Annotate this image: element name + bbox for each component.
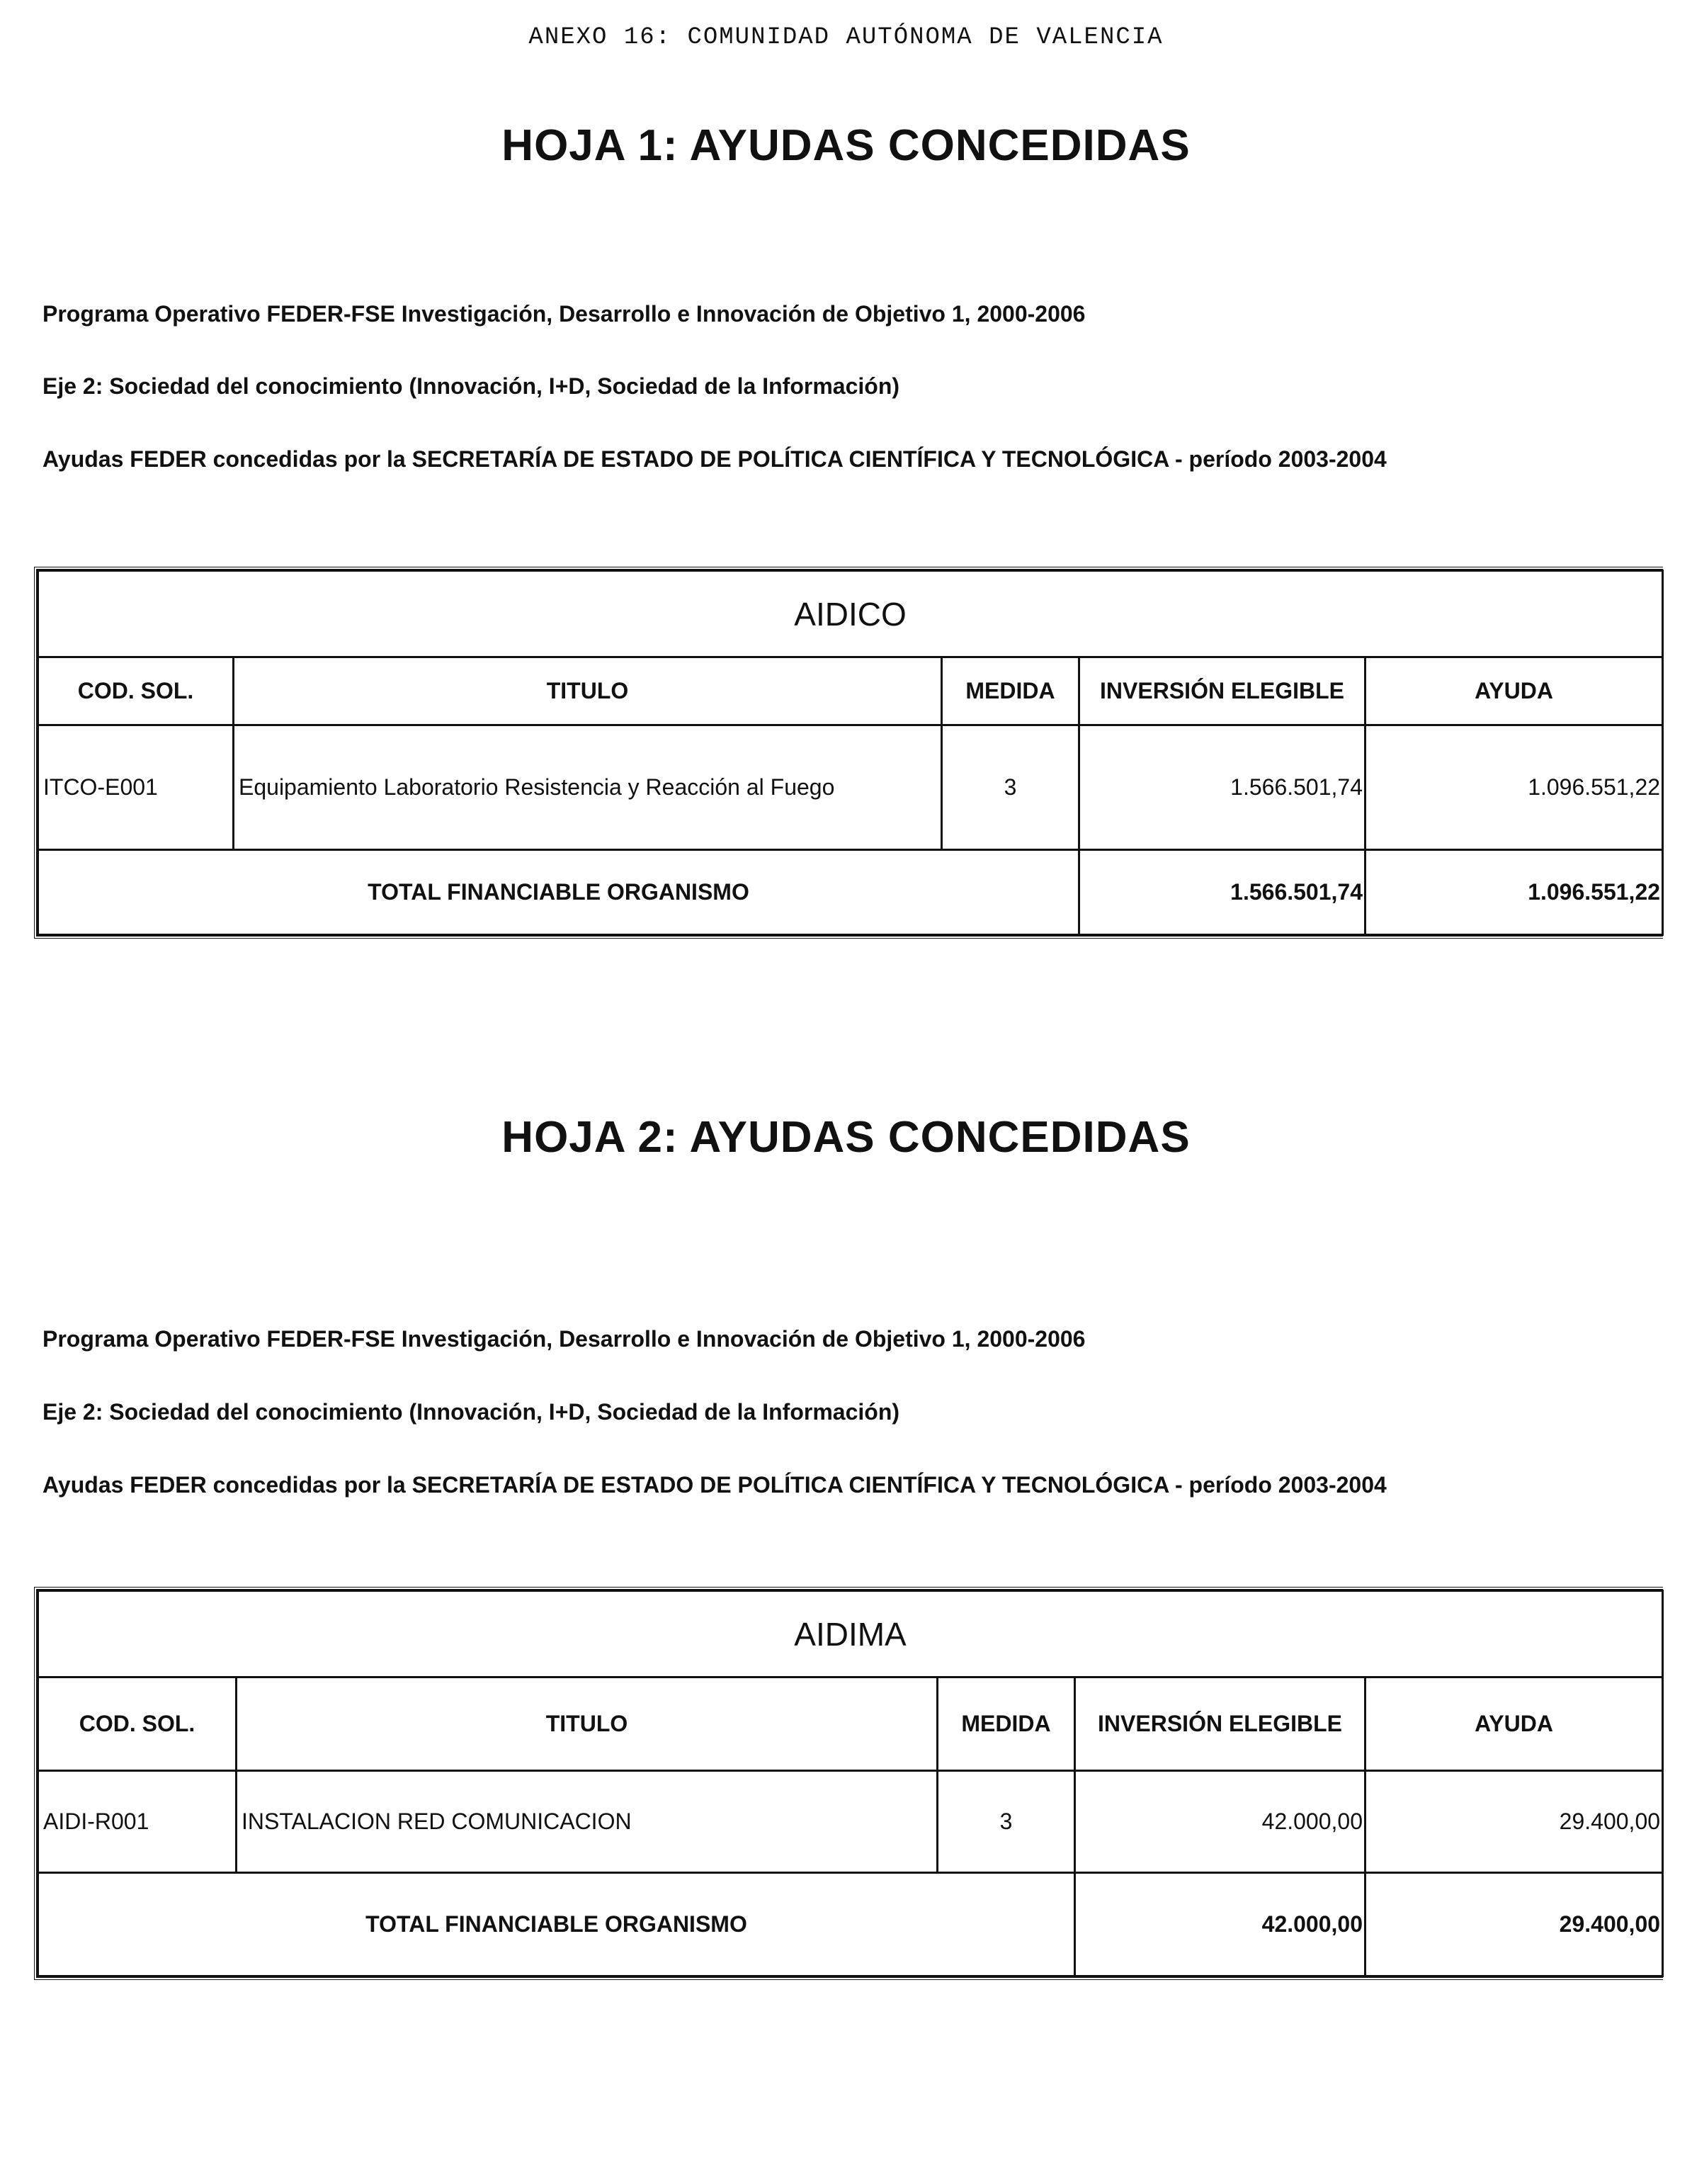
column-header-inversion: INVERSIÓN ELEGIBLE — [1075, 1677, 1365, 1771]
sheet-1-organismo: AIDICO — [38, 571, 1663, 657]
column-header-inversion: INVERSIÓN ELEGIBLE — [1079, 657, 1365, 725]
total-ayuda: 29.400,00 — [1365, 1873, 1663, 1976]
total-label: TOTAL FINANCIABLE ORGANISMO — [38, 1873, 1075, 1976]
column-header-ayuda: AYUDA — [1365, 1677, 1663, 1771]
column-header-ayuda: AYUDA — [1365, 657, 1663, 725]
column-header-medida: MEDIDA — [942, 657, 1079, 725]
sheet-1-programa: Programa Operativo FEDER-FSE Investigación, Desarrollo e Innovación de Objetivo 1, 2000-2006 — [42, 301, 1086, 327]
total-inversion: 42.000,00 — [1075, 1873, 1365, 1976]
table-row — [38, 1771, 1663, 1873]
cell-medida: 3 — [938, 1771, 1075, 1873]
sheet-1-title: HOJA 1: AYUDAS CONCEDIDAS — [501, 121, 1191, 170]
total-row — [38, 850, 1663, 935]
sheet-2-ayudas-line: Ayudas FEDER concedidas por la SECRETARÍA DE ESTADO DE POLÍTICA CIENTÍFICA Y TECNOLÓGICA - período 2003-2004 — [42, 1472, 1387, 1498]
cell-titulo: INSTALACION RED COMUNICACION — [237, 1771, 938, 1873]
annex-header: ANEXO 16: COMUNIDAD AUTÓNOMA DE VALENCIA — [528, 24, 1164, 51]
column-header-titulo: TITULO — [234, 657, 942, 725]
sheet-2-programa: Programa Operativo FEDER-FSE Investigación, Desarrollo e Innovación de Objetivo 1, 2000-2006 — [42, 1326, 1086, 1352]
cell-inversion: 1.566.501,74 — [1079, 725, 1365, 850]
cell-titulo: Equipamiento Laboratorio Resistencia y Reacción al Fuego — [234, 725, 942, 850]
column-header-titulo: TITULO — [237, 1677, 938, 1771]
cell-inversion: 42.000,00 — [1075, 1771, 1365, 1873]
sheet-2-title: HOJA 2: AYUDAS CONCEDIDAS — [501, 1113, 1191, 1162]
total-row — [38, 1873, 1663, 1976]
sheet-1-grant-table — [34, 567, 1663, 939]
cell-cod: ITCO-E001 — [38, 725, 234, 850]
cell-cod: AIDI-R001 — [38, 1771, 237, 1873]
total-inversion: 1.566.501,74 — [1079, 850, 1365, 935]
table-row — [38, 725, 1663, 850]
sheet-2-eje: Eje 2: Sociedad del conocimiento (Innovación, I+D, Sociedad de la Información) — [42, 1399, 900, 1425]
cell-ayuda: 29.400,00 — [1365, 1771, 1663, 1873]
sheet-1-ayudas-line: Ayudas FEDER concedidas por la SECRETARÍA DE ESTADO DE POLÍTICA CIENTÍFICA Y TECNOLÓGICA - período 2003-2004 — [42, 446, 1387, 472]
cell-medida: 3 — [942, 725, 1079, 850]
sheet-2-organismo: AIDIMA — [38, 1591, 1663, 1677]
cell-ayuda: 1.096.551,22 — [1365, 725, 1663, 850]
column-header-cod: COD. SOL. — [38, 1677, 237, 1771]
total-label: TOTAL FINANCIABLE ORGANISMO — [38, 850, 1079, 935]
column-header-medida: MEDIDA — [938, 1677, 1075, 1771]
column-header-cod: COD. SOL. — [38, 657, 234, 725]
sheet-2-grant-table — [34, 1587, 1663, 1980]
sheet-1-eje: Eje 2: Sociedad del conocimiento (Innovación, I+D, Sociedad de la Información) — [42, 373, 900, 399]
total-ayuda: 1.096.551,22 — [1365, 850, 1663, 935]
